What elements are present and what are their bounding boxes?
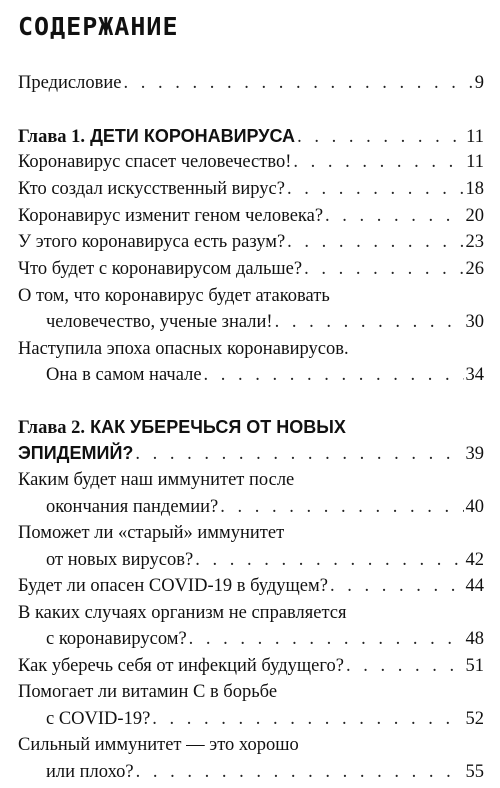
toc-entry-page: 20	[465, 206, 484, 226]
toc-entry-line1	[18, 283, 484, 309]
leader-dots	[195, 547, 463, 573]
toc-entry-title: Наступила эпоха опасных коронавирусов.	[18, 339, 349, 359]
leader-dots	[123, 70, 472, 96]
toc-entry-title: Коронавирус изменит геном человека?	[18, 206, 324, 226]
toc-entry-title: человечество, ученые знали!	[46, 312, 273, 332]
toc-entry-page: 55	[465, 762, 484, 782]
chapter-2-title-cont: ЭПИДЕМИЙ?	[18, 443, 134, 463]
toc-entry-page: 51	[465, 656, 484, 676]
toc-entry-page: 48	[465, 629, 484, 649]
chapter-2-title: КАК УБЕРЕЧЬСЯ ОТ НОВЫХ	[90, 417, 346, 437]
toc-entry-page: 42	[465, 550, 484, 570]
toc-entry-title: с COVID-19?	[46, 709, 151, 729]
leader-dots	[287, 229, 463, 255]
chapter-1-title: ДЕТИ КОРОНАВИРУСА	[90, 126, 296, 146]
toc-entry-title: Кто создал искусственный вирус?	[18, 179, 285, 199]
chapter-2-prefix: Глава 2.	[18, 418, 86, 438]
toc-entry	[18, 203, 484, 229]
toc-entry-page: 9	[474, 73, 484, 93]
toc-entry-line1	[18, 520, 484, 546]
leader-dots	[287, 176, 464, 202]
toc-entry-page: 44	[465, 576, 484, 596]
leader-dots	[346, 653, 464, 679]
toc-entry-line1	[18, 600, 484, 626]
leader-dots	[189, 626, 464, 652]
toc-entry-line2	[18, 706, 484, 732]
toc-entry-title: Что будет с коронавирусом дальше?	[18, 259, 303, 279]
toc-entry-page: 26	[465, 259, 484, 279]
toc-entry-title: Поможет ли «старый» иммунитет	[18, 523, 285, 543]
toc-entry-line2	[18, 626, 484, 652]
toc-entry-page: 11	[466, 152, 484, 172]
toc-entry-title: от новых вирусов?	[46, 550, 194, 570]
toc-entry-page: 52	[465, 709, 484, 729]
toc-entry-line2	[18, 759, 484, 785]
chapter-1-page: 11	[466, 127, 484, 147]
toc-entry-title: Сильный иммунитет — это хорошо	[18, 735, 299, 755]
toc-entry-title: Помогает ли витамин С в борьбе	[18, 682, 278, 702]
leader-dots	[204, 362, 464, 388]
toc-entry-line1	[18, 732, 484, 758]
toc-entry-line1	[18, 679, 484, 705]
chapter-2-heading-line1	[18, 414, 484, 440]
toc-entry-line1	[18, 467, 484, 493]
toc-entry-title: Предисловие	[18, 73, 122, 93]
leader-dots	[325, 203, 463, 229]
toc-entry-title: Коронавирус спасет человечество!	[18, 152, 292, 172]
leader-dots	[136, 759, 464, 785]
toc-entry-title: О том, что коронавирус будет атаковать	[18, 286, 330, 306]
toc-entry-title: Как уберечь себя от инфекций будущего?	[18, 656, 344, 676]
toc-entry-title: У этого коронавируса есть разум?	[18, 232, 286, 252]
leader-dots	[297, 124, 464, 150]
toc-entry	[18, 653, 484, 679]
leader-dots	[275, 309, 464, 335]
leader-dots	[330, 573, 464, 599]
toc-entry-line1	[18, 336, 484, 362]
toc-entry-line2	[18, 362, 484, 388]
toc-entry	[18, 256, 484, 282]
toc-entry	[18, 149, 484, 175]
chapter-2-page: 39	[465, 444, 484, 464]
toc-entry-line2	[18, 547, 484, 573]
leader-dots	[135, 441, 463, 467]
toc-entry-page: 34	[465, 365, 484, 385]
toc-entry-title: или плохо?	[46, 762, 134, 782]
toc-entry-page: 18	[465, 179, 484, 199]
toc-entry-title: Она в самом начале	[46, 365, 202, 385]
toc-entry-line2	[18, 309, 484, 335]
toc-heading: СОДЕРЖАНИЕ	[18, 12, 179, 41]
toc-entry-title: с коронавирусом?	[46, 629, 187, 649]
toc-entry-title: окончания пандемии?	[46, 497, 219, 517]
toc-entry	[18, 176, 484, 202]
toc-entry	[18, 573, 484, 599]
toc-entry-page: 40	[465, 497, 484, 517]
leader-dots	[304, 256, 463, 282]
leader-dots	[220, 494, 463, 520]
book-page	[18, 0, 484, 788]
toc-entry-title: Каким будет наш иммунитет после	[18, 470, 295, 490]
toc-entry-line2	[18, 494, 484, 520]
chapter-2-heading-line2	[18, 440, 484, 466]
toc-entry-title: Будет ли опасен COVID-19 в будущем?	[18, 576, 328, 596]
toc-entry-page: 23	[465, 232, 484, 252]
toc-entry-title: В каких случаях организм не справляется	[18, 603, 347, 623]
chapter-1-heading	[18, 123, 484, 149]
leader-dots	[293, 149, 464, 175]
leader-dots	[152, 706, 463, 732]
toc-entry	[18, 229, 484, 255]
chapter-1-prefix: Глава 1.	[18, 127, 86, 147]
toc-entry-preface	[18, 70, 484, 96]
toc-entry-page: 30	[465, 312, 484, 332]
